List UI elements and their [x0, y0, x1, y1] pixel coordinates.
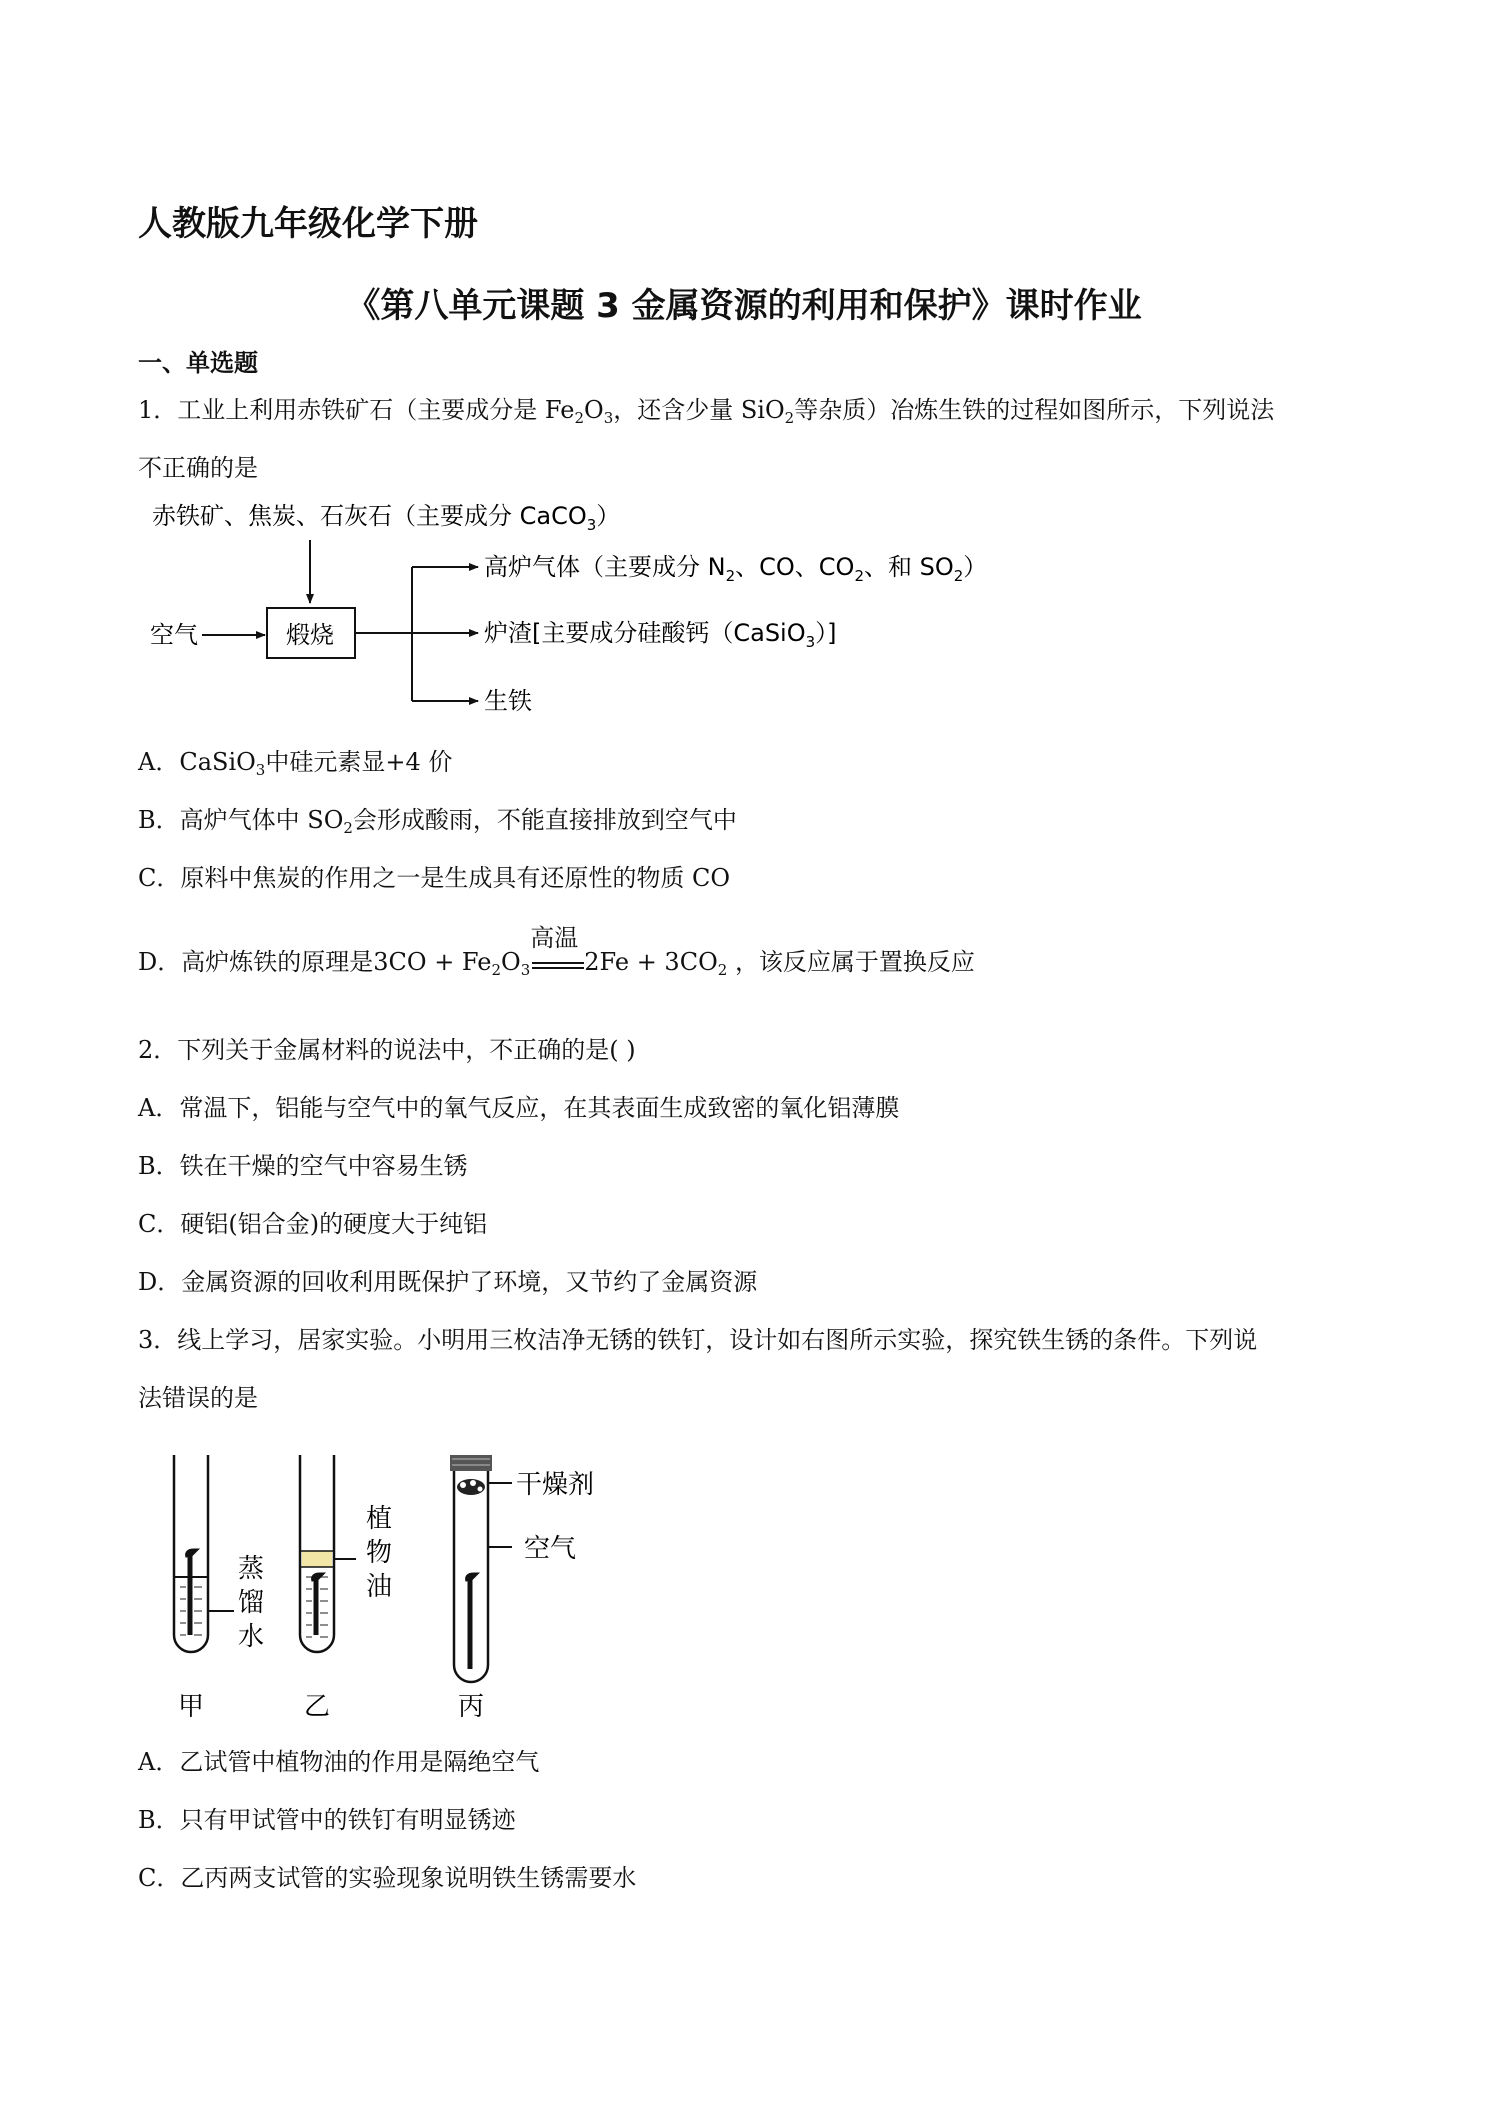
- label-tube-b: 乙: [304, 1692, 331, 1722]
- reaction-equation: $3CO + Fe_2O_3$ 高温 $2Fe + 3CO_2$: [373, 923, 728, 979]
- q2-option-c: C．硬铝(铝合金)的硬度大于纯铝: [138, 1210, 488, 1238]
- q1-option-a: A．CaSiO$_3$中硅元素显+4 价: [138, 748, 453, 779]
- q3-option-a: A．乙试管中植物油的作用是隔绝空气: [138, 1748, 540, 1776]
- label-tube-a: 甲: [178, 1692, 205, 1722]
- section-heading: 一、单选题: [138, 349, 258, 377]
- q3-option-c: C．乙丙两支试管的实验现象说明铁生锈需要水: [138, 1864, 637, 1892]
- label-distilled-water-1: 蒸: [238, 1554, 265, 1584]
- oil-layer: [302, 1551, 332, 1567]
- output-slag-label: 炉渣[主要成分硅酸钙（CaSiO$_3$）]: [484, 619, 837, 651]
- label-plant-oil-3: 油: [366, 1572, 393, 1602]
- label-distilled-water-3: 水: [238, 1622, 265, 1652]
- q1-option-d: D．高炉炼铁的原理是$3CO + Fe_2O_3$ 高温 $2Fe + 3CO_2$ ，该反应属于置换反应: [138, 923, 975, 979]
- label-desiccant: 干燥剂: [516, 1470, 595, 1500]
- stopper: [450, 1455, 492, 1471]
- q2-option-d: D．金属资源的回收利用既保护了环境，又节约了金属资源: [138, 1268, 758, 1296]
- q1-option-b: B．高炉气体中 $SO_2$会形成酸雨，不能直接排放到空气中: [138, 806, 737, 837]
- label-distilled-water-2: 馏: [238, 1588, 265, 1618]
- label-air: 空气: [524, 1534, 577, 1564]
- output-gas-label: 高炉气体（主要成分 $N_2$、CO、$CO_2$、和 $SO_2$）: [484, 553, 988, 585]
- label-plant-oil-1: 植: [366, 1504, 393, 1534]
- q1-option-c: C．原料中焦炭的作用之一是生成具有还原性的物质 CO: [138, 864, 731, 892]
- q2-option-b: B．铁在干燥的空气中容易生锈: [138, 1152, 468, 1180]
- furnace-label: 煅烧: [286, 621, 334, 649]
- question-3-stem-line1: 3．线上学习，居家实验。小明用三枚洁净无锈的铁钉，设计如右图所示实验，探究铁生锈的条件。下列说: [138, 1326, 1258, 1354]
- question-1-stem-line1: 1．工业上利用赤铁矿石（主要成分是 $Fe_2O_3$，还含少量 SiO$_2$等杂质）冶炼生铁的过程如图所示，下列说法: [138, 396, 1275, 427]
- publisher-heading: 人教版九年级化学下册: [138, 204, 478, 244]
- test-tube-b: [300, 1455, 334, 1652]
- test-tube-c: [450, 1455, 492, 1682]
- test-tube-a: [174, 1455, 208, 1652]
- label-plant-oil-2: 物: [366, 1538, 393, 1568]
- question-3-stem-line2: 法错误的是: [138, 1384, 258, 1412]
- label-tube-c: 丙: [458, 1692, 485, 1722]
- iron-nail-c: [468, 1575, 474, 1669]
- q2-option-a: A．常温下，铝能与空气中的氧气反应，在其表面生成致密的氧化铝薄膜: [138, 1094, 900, 1122]
- output-iron-label: 生铁: [484, 687, 532, 715]
- reaction-condition-sign: 高温: [530, 952, 584, 976]
- question-1-stem-line2: 不正确的是: [138, 454, 258, 482]
- question-2-stem: 2．下列关于金属材料的说法中，不正确的是( ): [138, 1036, 636, 1064]
- q3-option-b: B．只有甲试管中的铁钉有明显锈迹: [138, 1806, 516, 1834]
- diagram-raw-materials: 赤铁矿、焦炭、石灰石（主要成分 CaCO$_3$）: [152, 502, 621, 534]
- page-title: 《第八单元课题 3 金属资源的利用和保护》课时作业: [346, 286, 1142, 326]
- rust-experiment-figure: [160, 1455, 640, 1725]
- iron-nail-b: [314, 1575, 320, 1635]
- iron-smelting-flow-diagram: [140, 495, 1040, 725]
- diagram-air-label: 空气: [150, 621, 198, 649]
